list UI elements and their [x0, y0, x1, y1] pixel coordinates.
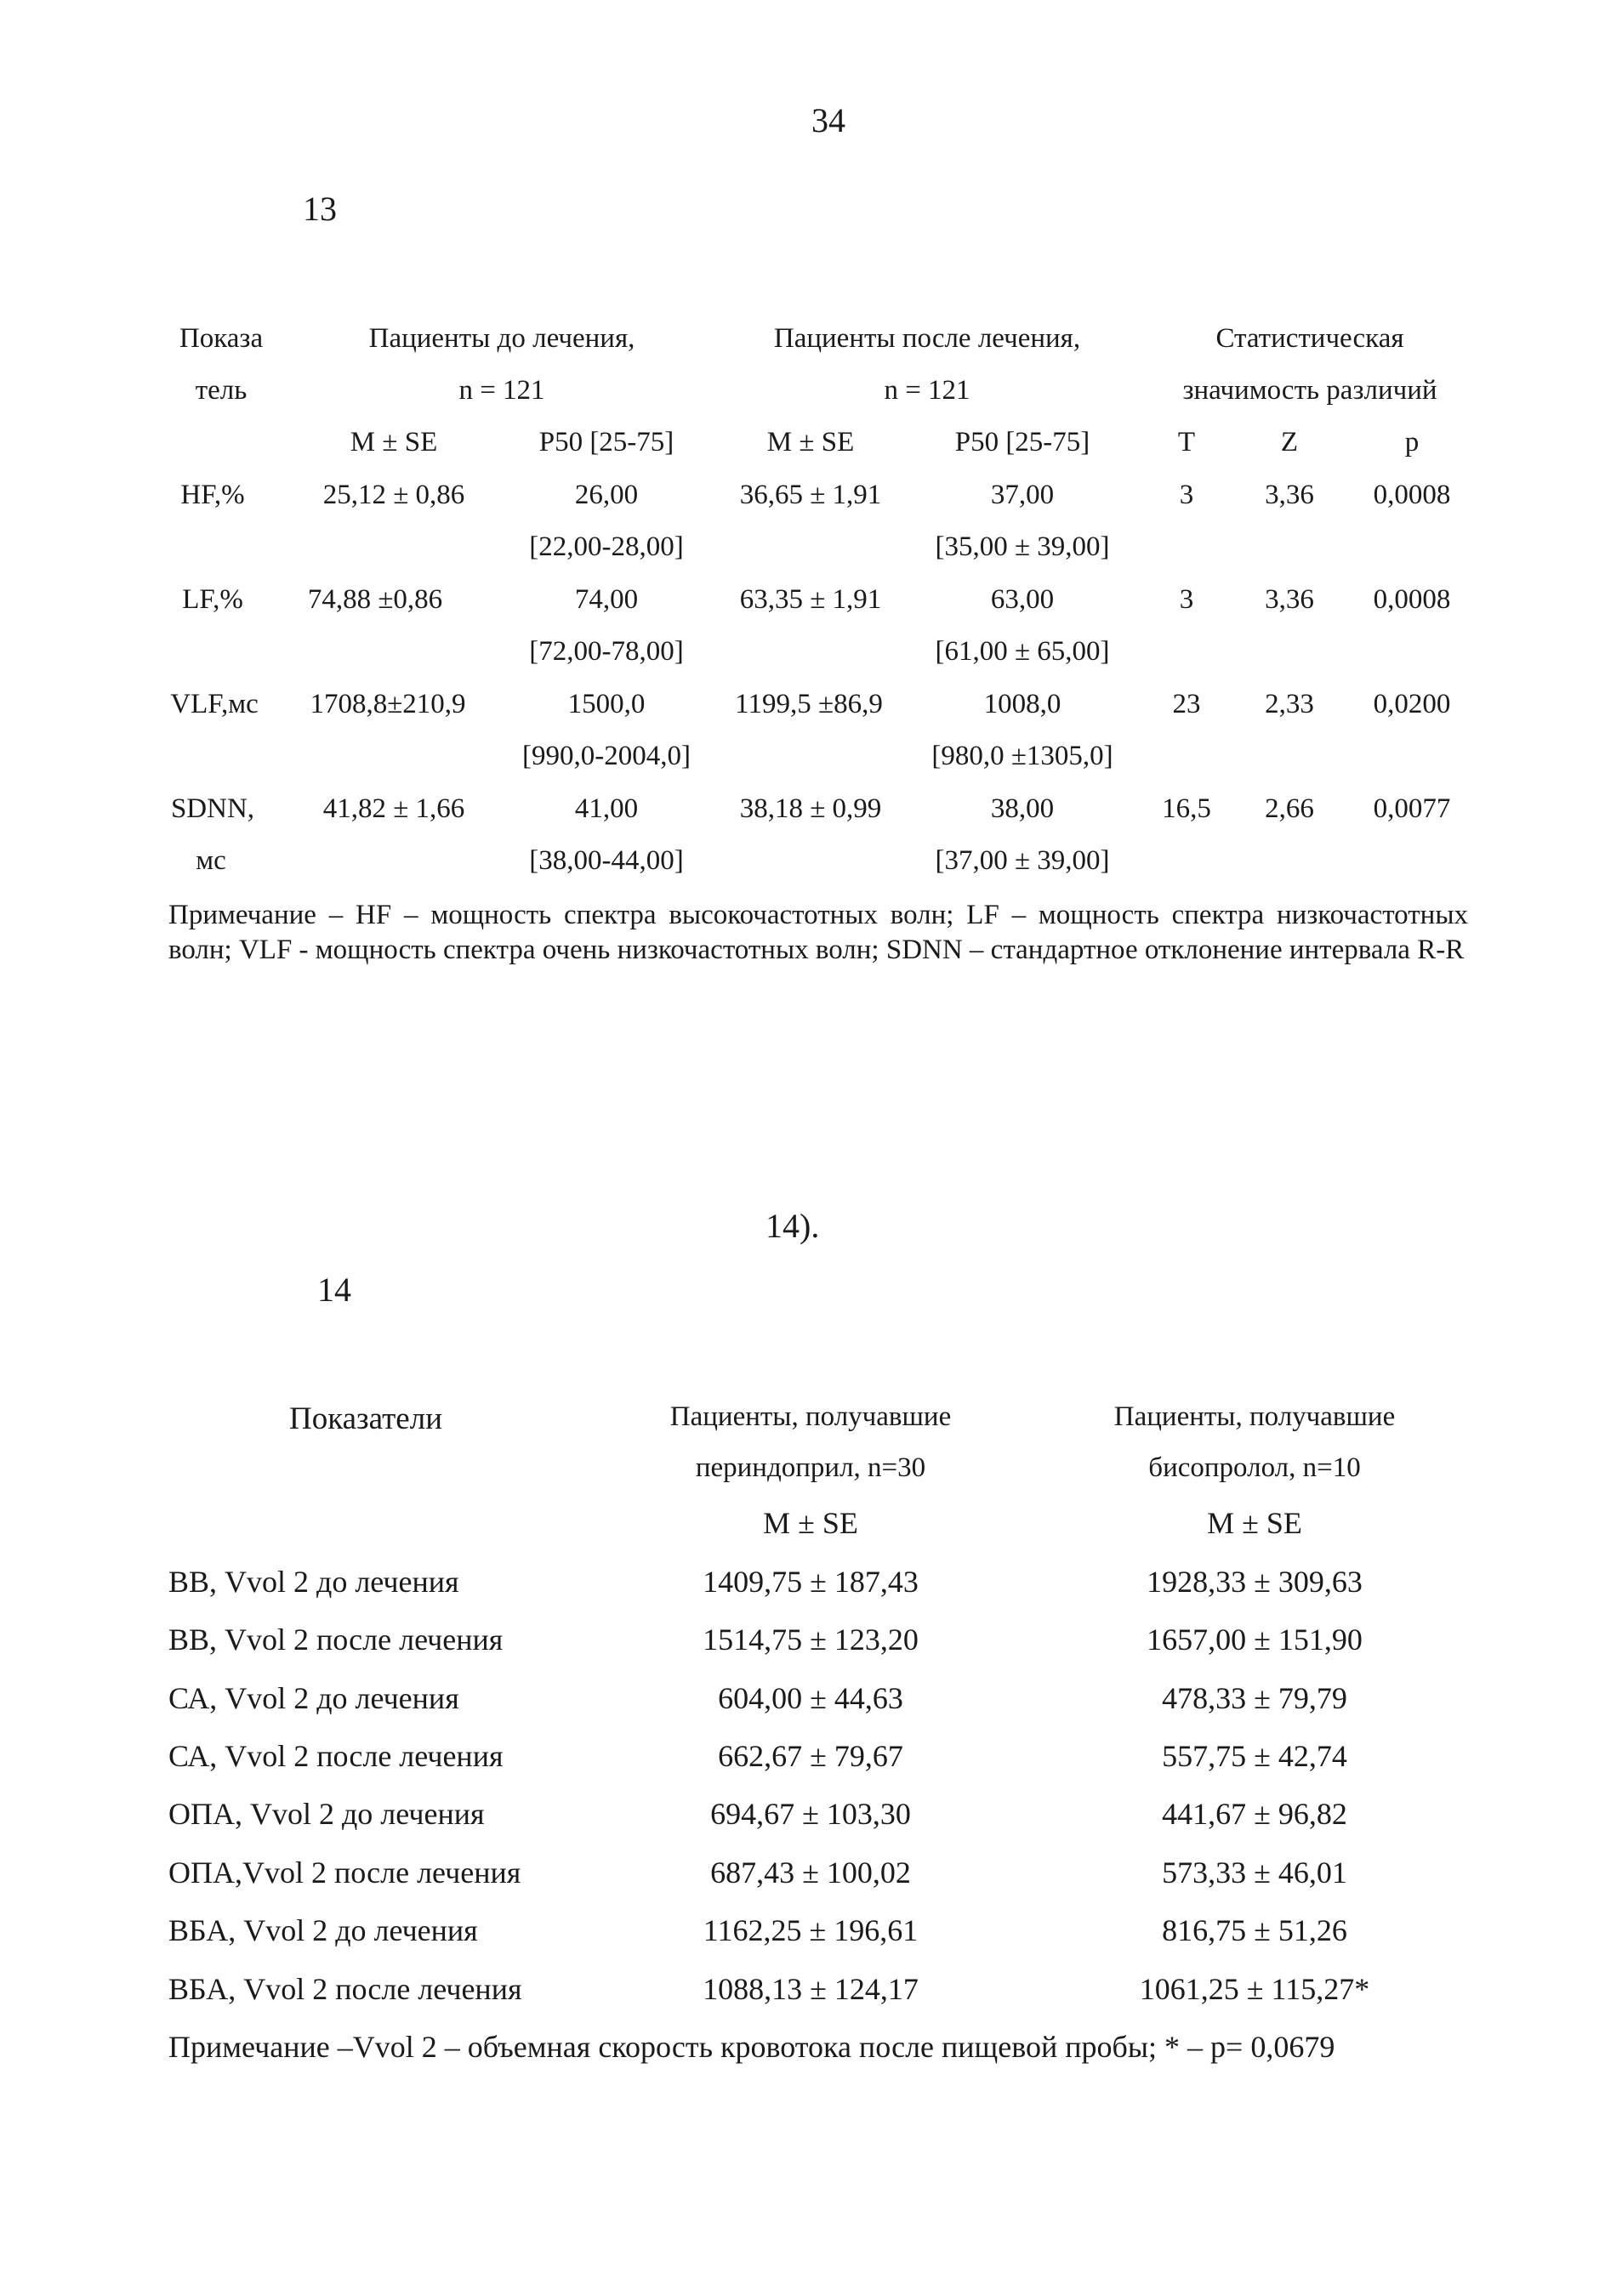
cell-p50-before: 41,00 [574, 793, 639, 824]
cell-z: 3,36 [1265, 584, 1314, 615]
header-indicator: Показа [179, 323, 264, 354]
header-n-after: n = 121 [884, 375, 970, 406]
page-number: 34 [811, 101, 845, 139]
cell-p50-before: 74,00 [574, 584, 639, 615]
cell-m-after: 36,65 ± 1,91 [739, 480, 882, 510]
cell-p50-after: 63,00 [990, 584, 1055, 615]
cell-p50-before: 26,00 [574, 480, 639, 510]
cell-p: 0,0077 [1373, 793, 1451, 824]
cell-p50-after: 38,00 [990, 793, 1055, 824]
cell-t: 3 [1179, 480, 1194, 510]
cell-p50-after-range: [35,00 ± 39,00] [935, 531, 1110, 562]
row-name: SDNN, [170, 793, 255, 824]
subheader-z: Z [1280, 427, 1299, 457]
row-name: VLF,мс [170, 689, 259, 719]
cell-bisoprolol: 1061,25 ± 115,27* [1139, 1972, 1370, 2006]
row-label: СА, Vvol 2 до лечения [168, 1681, 459, 1715]
row-label: ВВ, Vvol 2 до лечения [168, 1565, 459, 1599]
cell-m-before: 41,82 ± 1,66 [322, 793, 465, 824]
cell-bisoprolol: 557,75 ± 42,74 [1162, 1739, 1347, 1773]
table-14-number: 14 [317, 1270, 351, 1309]
cell-p50-after: 37,00 [990, 480, 1055, 510]
cell-m-before: 74,88 ±0,86 [307, 584, 443, 615]
cell-p50-after: 1008,0 [983, 689, 1061, 719]
cell-p50-after-range: [37,00 ± 39,00] [935, 845, 1110, 876]
cell-m-before: 25,12 ± 0,86 [322, 480, 465, 510]
cell-perindopril: 1088,13 ± 124,17 [703, 1972, 919, 2006]
cell-bisoprolol: 816,75 ± 51,26 [1162, 1913, 1347, 1947]
cell-m-after: 38,18 ± 0,99 [739, 793, 882, 824]
table-14-reference: 14). [765, 1207, 820, 1245]
cell-perindopril: 604,00 ± 44,63 [718, 1681, 903, 1715]
header-indicator: тель [195, 375, 248, 406]
row-name: HF,% [180, 480, 245, 510]
header-col2: Пациенты, получавшие [1113, 1401, 1396, 1432]
cell-perindopril: 694,67 ± 103,30 [710, 1797, 911, 1831]
cell-p: 0,0008 [1373, 584, 1451, 615]
header-stat: Статистическая [1215, 323, 1404, 354]
header-group-before: Пациенты до лечения, [368, 323, 635, 354]
header-n-before: n = 121 [458, 375, 545, 406]
row-label: ВВ, Vvol 2 после лечения [168, 1623, 504, 1657]
cell-perindopril: 687,43 ± 100,02 [710, 1856, 911, 1890]
cell-p: 0,0008 [1373, 480, 1451, 510]
row-name: LF,% [182, 584, 243, 615]
header-indicator: Показатели [289, 1401, 442, 1436]
table-13-note: Примечание – HF – мощность спектра высокочастотных волн; LF – мощность спектра низкочастотных волн; VLF - мощность спектра очень низкочастотных волн; SDNN – стандартное отклонение интервала R-R [168, 900, 1468, 965]
row-label: СА, Vvol 2 после лечения [168, 1739, 504, 1773]
subheader-m-se: M ± SE [766, 427, 855, 457]
cell-p50-before: 1500,0 [567, 689, 646, 719]
cell-m-before: 1708,8±210,9 [310, 689, 466, 719]
cell-p50-after-range: [980,0 ±1305,0] [931, 741, 1113, 771]
row-name-unit: мс [196, 845, 226, 876]
row-label: ВБА, Vvol 2 до лечения [168, 1913, 478, 1947]
row-label: ОПА, Vvol 2 до лечения [168, 1797, 485, 1831]
subheader-m-se: M ± SE [350, 427, 438, 457]
header-col1: периндоприл, n=30 [695, 1452, 926, 1483]
cell-z: 2,66 [1265, 793, 1314, 824]
header-group-after: Пациенты после лечения, [773, 323, 1081, 354]
header-col1-stat: M ± SE [763, 1506, 858, 1540]
cell-z: 2,33 [1265, 689, 1314, 719]
cell-p50-before-range: [22,00-28,00] [529, 531, 684, 562]
header-stat: значимость различий [1182, 375, 1437, 406]
cell-m-after: 63,35 ± 1,91 [739, 584, 882, 615]
cell-bisoprolol: 573,33 ± 46,01 [1162, 1856, 1347, 1890]
cell-bisoprolol: 441,67 ± 96,82 [1162, 1797, 1347, 1831]
header-col2: бисопролол, n=10 [1148, 1452, 1361, 1483]
cell-t: 3 [1179, 584, 1194, 615]
cell-perindopril: 1409,75 ± 187,43 [703, 1565, 919, 1599]
subheader-p50: P50 [25-75] [954, 427, 1090, 457]
header-col2-stat: M ± SE [1207, 1506, 1302, 1540]
cell-bisoprolol: 1928,33 ± 309,63 [1147, 1565, 1363, 1599]
cell-m-after: 1199,5 ±86,9 [735, 689, 883, 719]
cell-t: 16,5 [1162, 793, 1211, 824]
subheader-p: p [1404, 427, 1420, 457]
cell-bisoprolol: 1657,00 ± 151,90 [1147, 1623, 1363, 1657]
row-label: ОПА,Vvol 2 после лечения [168, 1856, 521, 1890]
subheader-p50: P50 [25-75] [538, 427, 674, 457]
cell-perindopril: 1162,25 ± 196,61 [703, 1913, 919, 1947]
cell-p50-before-range: [72,00-78,00] [529, 636, 684, 667]
cell-perindopril: 662,67 ± 79,67 [718, 1739, 903, 1773]
header-col1: Пациенты, получавшие [669, 1401, 952, 1432]
cell-p50-after-range: [61,00 ± 65,00] [935, 636, 1110, 667]
cell-t: 23 [1172, 689, 1201, 719]
cell-z: 3,36 [1265, 480, 1314, 510]
cell-p50-before-range: [38,00-44,00] [529, 845, 684, 876]
table-14-note: Примечание –Vvol 2 – объемная скорость кровотока после пищевой пробы; * – p= 0,0679 [168, 2030, 1335, 2064]
cell-perindopril: 1514,75 ± 123,20 [703, 1623, 919, 1657]
cell-p50-before-range: [990,0-2004,0] [522, 741, 691, 771]
cell-bisoprolol: 478,33 ± 79,79 [1162, 1681, 1347, 1715]
subheader-t: T [1177, 427, 1196, 457]
row-label: ВБА, Vvol 2 после лечения [168, 1972, 522, 2006]
table-13-number: 13 [303, 190, 337, 228]
cell-p: 0,0200 [1373, 689, 1451, 719]
